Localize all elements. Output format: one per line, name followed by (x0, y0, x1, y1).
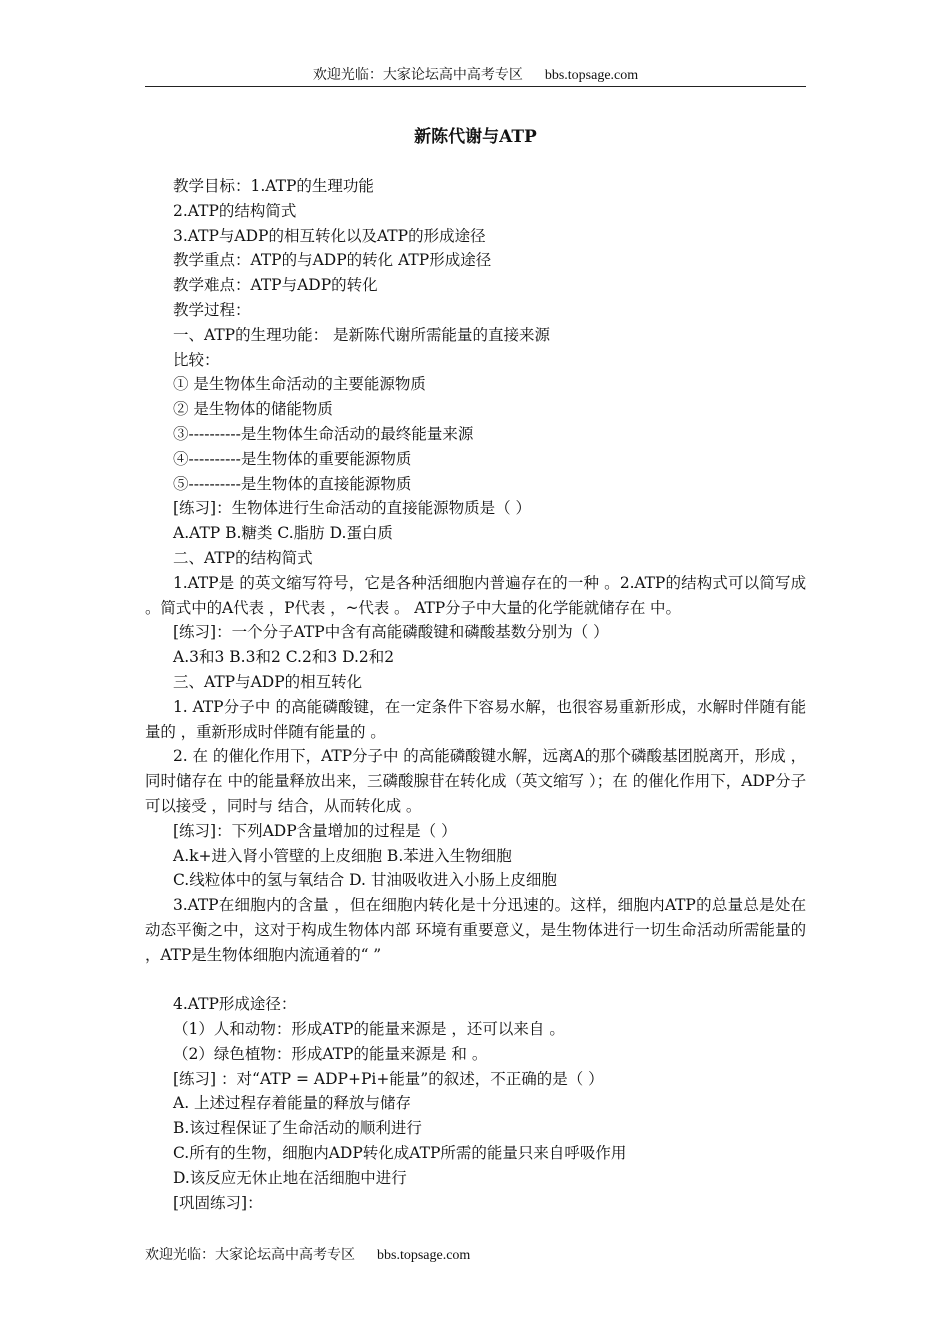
consolidation-exercise-label: [巩固练习]： (173, 1193, 263, 1212)
section-1-heading: 一、ATP的生理功能： 是新陈代谢所需能量的直接来源 (173, 325, 551, 344)
footer-site-link[interactable]: bbs.topsage.com (377, 1248, 471, 1263)
exercise-1-options: A.ATP B.糖类 C.脂肪 D.蛋白质 (173, 524, 393, 543)
exercise-4-option-c: C.所有的生物，细胞内ADP转化成ATP所需的能量只来自呼吸作用 (173, 1144, 627, 1163)
section-2-heading: 二、ATP的结构简式 (173, 548, 313, 567)
exercise-4-option-a: A. 上述过程存着能量的释放与储存 (173, 1094, 412, 1113)
structure-paragraph: 1.ATP是 的英文缩写符号，它是各种活细胞内普遍存在的一种 。2.ATP的结构式可以简写成 。简式中的A代表 ，P代表 ，~代表 。 ATP分子中大量的化学能就储存在 中。 (145, 573, 806, 617)
exercise-4-option-b: B.该过程保证了生命活动的顺利进行 (173, 1119, 422, 1138)
objective-item-3: 3.ATP与ADP的相互转化以及ATP的形成途径 (173, 226, 486, 245)
formation-plants: （2）绿色植物：形成ATP的能量来源是 和 。 (173, 1044, 488, 1063)
exercise-2-question: [练习]：一个分子ATP中含有高能磷酸键和磷酸基数分别为（ ） (173, 623, 609, 642)
exercise-3-options-ab: A.k+进入肾小管壁的上皮细胞 B.苯进入生物细胞 (173, 846, 512, 865)
exercise-3-options-cd: C.线粒体中的氢与氧结合 D. 甘油吸收进入小肠上皮细胞 (173, 871, 557, 890)
exercise-4-question: [练习] ：对“ATP = ADP+Pi+能量”的叙述，不正确的是（ ） (173, 1069, 604, 1088)
teaching-difficulty-line: 教学难点：ATP与ADP的转化 (173, 276, 378, 295)
document-title: 新陈代谢与ATP (414, 127, 537, 147)
teaching-focus-line: 教学重点：ATP的与ADP的转化 ATP形成途径 (173, 251, 492, 270)
footer-text: 欢迎光临：大家论坛高中高考专区 (145, 1247, 355, 1263)
conversion-paragraph-3: 3.ATP在细胞内的含量 ，但在细胞内转化是十分迅速的。这样，细胞内ATP的总量总是处在动态平衡之中，这对于构成生物体内部 环境有重要意义，是生物体进行一切生命活动所需能量的 ，ATP是生物体细胞内流通着的“ ” (145, 896, 806, 964)
formation-heading: 4.ATP形成途径： (173, 995, 297, 1014)
exercise-4-option-d: D.该反应无休止地在活细胞中进行 (173, 1168, 407, 1187)
exercise-2-options: A.3和3 B.3和2 C.2和3 D.2和2 (173, 648, 395, 667)
teaching-process-line: 教学过程： (173, 300, 251, 319)
page-footer (145, 1246, 470, 1265)
conversion-paragraph-1: 1. ATP分子中 的高能磷酸键，在一定条件下容易水解，也很容易重新形成，水解时伴随有能量的 ，重新形成时伴随有能量的 。 (145, 697, 806, 741)
document-body (145, 174, 806, 1215)
header-site-link[interactable]: bbs.topsage.com (544, 68, 639, 83)
section-3-heading: 三、ATP与ADP的相互转化 (173, 672, 363, 691)
formation-animals: （1）人和动物：形成ATP的能量来源是 ，还可以来自 。 (173, 1020, 565, 1039)
compare-item-3: ③----------是生物体生命活动的最终能量来源 (173, 424, 474, 443)
compare-label: 比较： (173, 350, 220, 369)
header-rule (145, 86, 806, 87)
blank-line (145, 968, 806, 993)
compare-item-4: ④----------是生物体的重要能源物质 (173, 449, 412, 468)
exercise-1-question: [练习]：生物体进行生命活动的直接能源物质是（ ） (173, 499, 532, 518)
compare-item-5: ⑤----------是生物体的直接能源物质 (173, 474, 412, 493)
exercise-3-question: [练习]：下列ADP含量增加的过程是（ ） (173, 821, 457, 840)
page-header (145, 66, 806, 85)
teaching-objective-line: 教学目标：1.ATP的生理功能 (173, 177, 374, 195)
objective-item-2: 2.ATP的结构简式 (173, 201, 297, 220)
header-text: 欢迎光临：大家论坛高中高考专区 (312, 67, 523, 83)
conversion-paragraph-2: 2. 在 的催化作用下，ATP分子中 的高能磷酸键水解，远离A的那个磷酸基团脱离开，形成 ，同时储存在 中的能量释放出来，三磷酸腺苷在转化成（英文缩写 ）；在 的催化作用下，ADP分子可以接受 ，同时与 结合，从而转化成 。 (145, 747, 806, 815)
compare-item-2: ② 是生物体的储能物质 (173, 400, 333, 419)
compare-item-1: ① 是生物体生命活动的主要能源物质 (173, 375, 426, 394)
